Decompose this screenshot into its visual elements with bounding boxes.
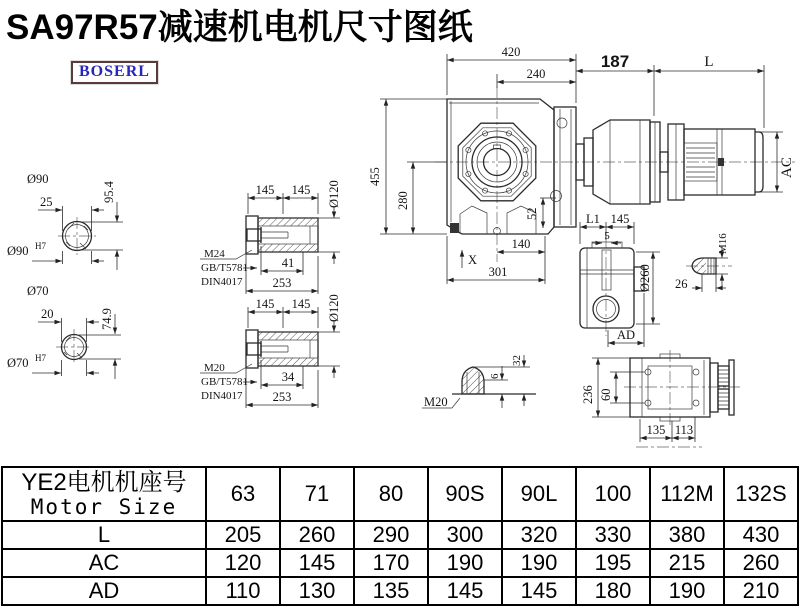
dim-187-label: 187 bbox=[600, 52, 630, 71]
dim-dia120-label: Ø120 bbox=[327, 180, 341, 208]
dim-145a-label: 145 bbox=[255, 183, 275, 197]
table-cell: 195 bbox=[576, 549, 650, 577]
motor-size-header-cn: YE2电机机座号 bbox=[21, 468, 187, 496]
label-gbt5781: GB/T5781 bbox=[201, 376, 249, 388]
dim-145b-label: 145 bbox=[291, 183, 311, 197]
table-cell: 190 bbox=[502, 549, 576, 577]
dim-140-label: 140 bbox=[511, 237, 531, 251]
dim-240-label: 240 bbox=[526, 67, 546, 81]
dim-113-label: 113 bbox=[674, 423, 694, 437]
hollow-shaft-section-m20 bbox=[200, 294, 341, 408]
column-header: 100 bbox=[576, 467, 650, 521]
shaft-end-view-90 bbox=[7, 172, 123, 270]
dim-X-label: X bbox=[468, 253, 478, 267]
main-view bbox=[368, 45, 795, 284]
table-cell: 145 bbox=[280, 549, 354, 577]
table-cell: 170 bbox=[354, 549, 428, 577]
dim-145b-label: 145 bbox=[291, 297, 311, 311]
table-cell: 145 bbox=[428, 577, 502, 605]
row-label: AD bbox=[2, 577, 206, 605]
table-cell: 330 bbox=[576, 521, 650, 549]
column-header: 71 bbox=[280, 467, 354, 521]
table-cell: 130 bbox=[280, 577, 354, 605]
reducer-side-view bbox=[580, 212, 660, 347]
label-dia90h7: Ø90 bbox=[7, 244, 29, 258]
table-cell: 190 bbox=[650, 577, 724, 605]
label-dia70: Ø70 bbox=[27, 284, 49, 298]
dim-280-label: 280 bbox=[396, 191, 410, 210]
dim-5-label: 5 bbox=[604, 230, 610, 242]
column-header: 90L bbox=[502, 467, 576, 521]
column-header: 80 bbox=[354, 467, 428, 521]
row-label: AC bbox=[2, 549, 206, 577]
motor-size-header-en: Motor Size bbox=[30, 495, 178, 520]
dim-420-label: 420 bbox=[501, 45, 521, 59]
label-dia90: Ø90 bbox=[27, 172, 49, 186]
dim-60-label: 60 bbox=[599, 388, 613, 401]
dim-253-label: 253 bbox=[272, 390, 292, 404]
table-cell: 210 bbox=[724, 577, 798, 605]
rear-view bbox=[581, 350, 740, 447]
dim-L1-label: L1 bbox=[586, 212, 600, 226]
table-row bbox=[2, 549, 798, 577]
dim-52-label: 52 bbox=[525, 207, 539, 220]
motor-size-header-cell bbox=[2, 467, 206, 521]
table-row bbox=[2, 577, 798, 605]
column-header: 90S bbox=[428, 467, 502, 521]
label-dia90h7-tol: H7 bbox=[35, 241, 46, 251]
dim-236-label: 236 bbox=[581, 385, 595, 404]
dim-74-9-label: 74.9 bbox=[100, 308, 114, 330]
label-gbt5781: GB/T5781 bbox=[201, 262, 249, 274]
dim-32-label: 32 bbox=[511, 355, 523, 366]
label-dia70h7-tol: H7 bbox=[35, 353, 46, 363]
table-cell: 260 bbox=[280, 521, 354, 549]
dim-6-label: 6 bbox=[489, 373, 501, 379]
dim-25-label: 25 bbox=[40, 195, 53, 209]
dim-145-label: 145 bbox=[610, 212, 630, 226]
dim-253-label: 253 bbox=[272, 276, 292, 290]
table-cell: 135 bbox=[354, 577, 428, 605]
label-din4017: DIN4017 bbox=[201, 390, 243, 402]
table-row bbox=[2, 521, 798, 549]
table-cell: 320 bbox=[502, 521, 576, 549]
page-title: SA97R57减速机电机尺寸图纸 bbox=[6, 8, 473, 47]
dim-AC-label: AC bbox=[779, 157, 795, 178]
table-cell: 180 bbox=[576, 577, 650, 605]
table-cell: 120 bbox=[206, 549, 280, 577]
motor-size-table bbox=[1, 466, 799, 606]
dim-135-label: 135 bbox=[646, 423, 666, 437]
dim-34-label: 34 bbox=[281, 370, 295, 384]
bolt-detail-m16 bbox=[675, 233, 732, 292]
hollow-shaft-section-m24 bbox=[200, 180, 341, 294]
label-din4017: DIN4017 bbox=[201, 276, 243, 288]
table-cell: 300 bbox=[428, 521, 502, 549]
table-cell: 205 bbox=[206, 521, 280, 549]
column-header: 63 bbox=[206, 467, 280, 521]
table-cell: 215 bbox=[650, 549, 724, 577]
dim-dia260-label: Ø260 bbox=[638, 264, 652, 292]
label-m16: M16 bbox=[717, 233, 729, 254]
column-header: 112M bbox=[650, 467, 724, 521]
boserl-logo: BOSERL bbox=[71, 61, 158, 84]
table-cell: 145 bbox=[502, 577, 576, 605]
table-header-row bbox=[2, 467, 798, 521]
dim-AD-label: AD bbox=[616, 328, 636, 342]
table-cell: 430 bbox=[724, 521, 798, 549]
dim-455-label: 455 bbox=[368, 167, 382, 186]
dim-20-label: 20 bbox=[41, 307, 54, 321]
table-cell: 190 bbox=[428, 549, 502, 577]
shaft-end-view-70 bbox=[7, 284, 121, 379]
table-cell: 380 bbox=[650, 521, 724, 549]
dim-dia120-label: Ø120 bbox=[327, 294, 341, 322]
label-m20: M20 bbox=[424, 395, 448, 409]
dim-145a-label: 145 bbox=[255, 297, 275, 311]
dim-301-label: 301 bbox=[488, 265, 508, 279]
dim-41-label: 41 bbox=[281, 256, 295, 270]
label-m20: M20 bbox=[204, 362, 225, 374]
column-header: 132S bbox=[724, 467, 798, 521]
row-label: L bbox=[2, 521, 206, 549]
dim-L-label: L bbox=[704, 54, 714, 70]
dim-26-label: 26 bbox=[675, 277, 688, 291]
oil-plug bbox=[450, 223, 459, 233]
table-cell: 110 bbox=[206, 577, 280, 605]
plug-detail-m20 bbox=[422, 355, 536, 409]
label-dia70h7: Ø70 bbox=[7, 356, 29, 370]
table-cell: 290 bbox=[354, 521, 428, 549]
table-cell: 260 bbox=[724, 549, 798, 577]
dim-95-4-label: 95.4 bbox=[102, 181, 116, 203]
label-m24: M24 bbox=[204, 248, 225, 260]
